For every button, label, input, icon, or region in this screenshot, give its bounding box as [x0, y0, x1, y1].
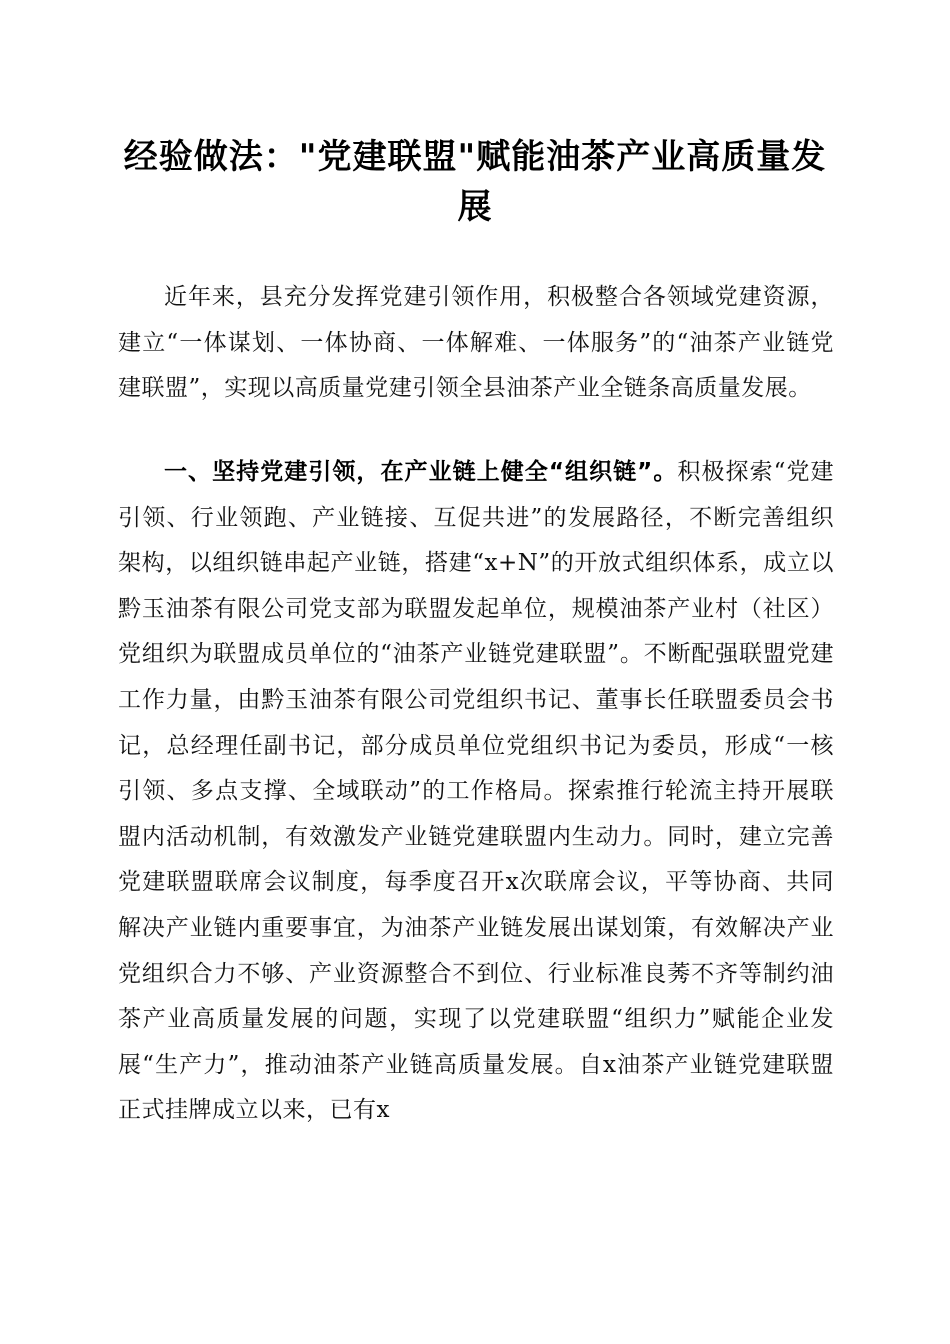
document-title: 经验做法："党建联盟"赋能油茶产业高质量发展 [123, 137, 827, 227]
intro-paragraph: 近年来，县充分发挥党建引领作用，积极整合各领域党建资源，建立“一体谋划、一体协商、一体解难、一体服务”的“油茶产业链党建联盟”，实现以高质量党建引领全县油茶产业全链条高质量发展。 [118, 284, 834, 402]
section-one-body: 积极探索“党建引领、行业领跑、产业链接、互促共进”的发展路径，不断完善组织架构，以组织链串起产业链，搭建“x+N”的开放式组织体系，成立以黔玉油茶有限公司党支部为联盟发起单位，规模油茶产业村（社区）党组织为联盟成员单位的“油茶产业链党建联盟”。不断配强联盟党建工作力量，由黔玉油茶有限公司党组织书记、董事长任联盟委员会书记，总经理任副书记，部分成员单位党组织书记为委员，形成“一核引领、多点支撑、全域联动”的工作格局。探索推行轮流主持开展联盟内活动机制，有效激发产业链党建联盟内生动力。同时，建立完善党建联盟联席会议制度，每季度召开x次联席会议，平等协商、共同解决产业链内重要事宜，为油茶产业链发展出谋划策，有效解决产业党组织合力不够、产业资源整合不到位、行业标准良莠不齐等制约油茶产业高质量发展的问题，实现了以党建联盟“组织力”赋能企业发展“生产力”，推动油茶产业链高质量发展。自x油茶产业链党建联盟正式挂牌成立以来，已有x [118, 459, 835, 1124]
section-one-heading: 一、坚持党建引领，在产业链上健全“组织链”。 [164, 459, 678, 485]
section-one-paragraph [118, 450, 834, 1134]
